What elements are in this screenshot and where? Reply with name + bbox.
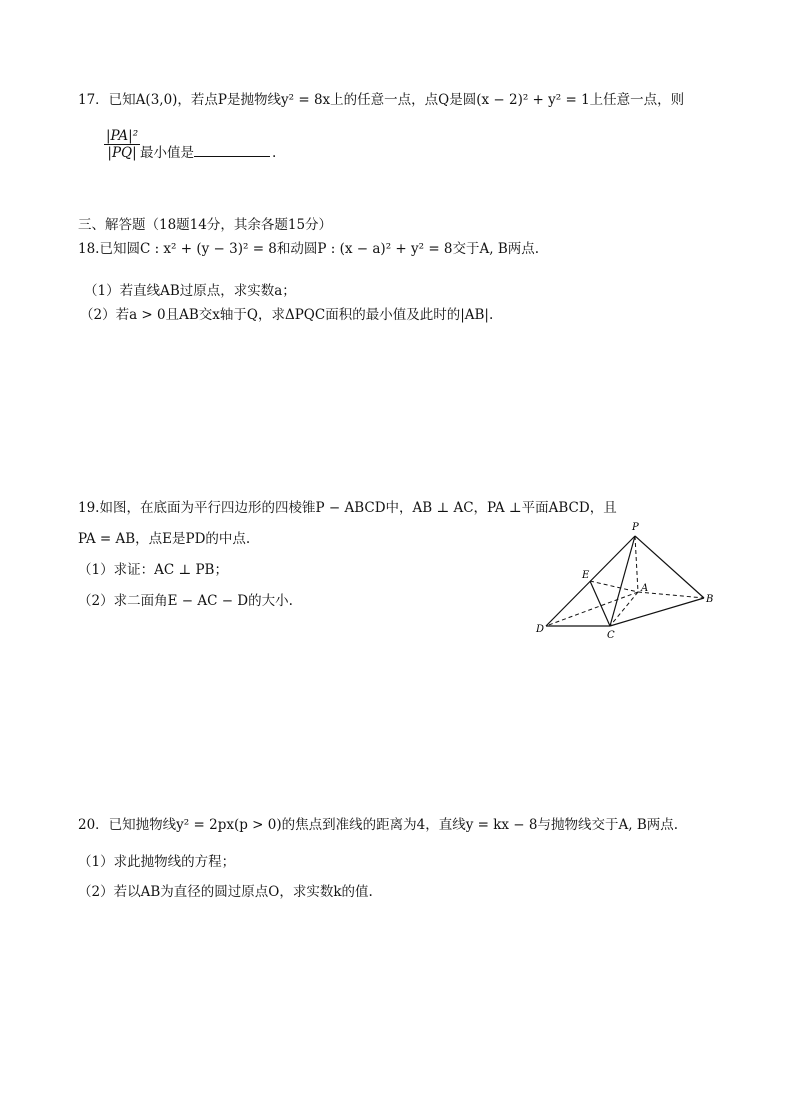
q18-part2: （2）若a > 0且AB交x轴于Q，求ΔPQC面积的最小值及此时的|AB|. xyxy=(80,307,494,323)
q19-part2: （2）求二面角E − AC − D的大小. xyxy=(78,593,293,609)
q17-fraction-denominator: |PQ| xyxy=(107,145,137,161)
q17-answer-blank[interactable] xyxy=(194,142,270,157)
q17-after-fraction: 最小值是 xyxy=(140,145,194,161)
q18-stem: 18.已知圆C : x² + (y − 3)² = 8和动圆P : (x − a)² + y² = 8交于A, B两点. xyxy=(78,241,540,257)
q20-part1: （1）求此抛物线的方程； xyxy=(78,854,236,870)
q17-end: . xyxy=(272,145,277,161)
label-c: C xyxy=(607,630,615,641)
edge-pc xyxy=(610,536,635,626)
q18-part1: （1）若直线AB过原点，求实数a； xyxy=(84,283,296,299)
q19-stem-line2: PA = AB，点E是PD的中点. xyxy=(78,531,251,547)
label-b: B xyxy=(706,594,714,605)
label-d: D xyxy=(536,624,545,635)
q17-fraction-numerator: |PA|² xyxy=(106,128,139,144)
edge-ec xyxy=(590,581,610,626)
q19-stem-line1: 19.如图，在底面为平行四边形的四棱锥P − ABCD中，AB ⊥ AC，PA ⊥平面ABCD，且 xyxy=(78,500,617,516)
label-a: A xyxy=(641,583,649,594)
pyramid-figure xyxy=(528,520,728,650)
edge-cb xyxy=(610,598,704,626)
q20-part2: （2）若以AB为直径的圆过原点O，求实数k的值. xyxy=(78,884,373,900)
q17-line1: 17．已知A(3,0)，若点P是抛物线y² = 8x上的任意一点，点Q是圆(x − 2)² + y² = 1上任意一点，则 xyxy=(78,92,685,108)
q19-part1: （1）求证：AC ⊥ PB； xyxy=(78,562,228,578)
label-e: E xyxy=(582,570,590,581)
section-heading: 三、解答题（18题14分，其余各题15分） xyxy=(78,217,333,233)
q17-answer-line xyxy=(140,141,276,161)
label-p: P xyxy=(632,522,639,533)
edge-pa xyxy=(635,536,638,592)
q17-fraction xyxy=(104,128,140,161)
q20-stem: 20．已知抛物线y² = 2px(p > 0)的焦点到准线的距离为4，直线y = kx − 8与抛物线交于A, B两点. xyxy=(78,817,679,833)
edge-ea xyxy=(590,581,638,592)
